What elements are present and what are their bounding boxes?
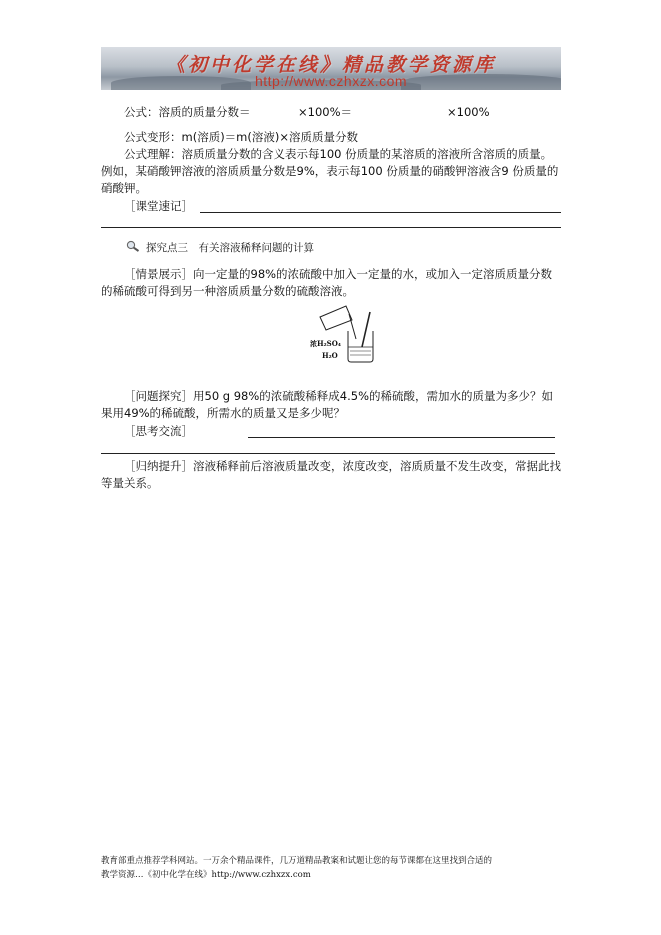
dilution-figure	[312, 303, 382, 365]
discussion-line-2[interactable]	[101, 453, 555, 454]
figure-label-acid: 浓H₂SO₄	[310, 339, 341, 348]
notes-label: ［课堂速记］	[124, 199, 193, 213]
problem-text: ［问题探究］用50 g 98%的浓硫酸稀释成4.5%的稀硫酸，需加水的质量为多少？如果用49%的稀硫酸，所需水的质量又是多少呢？	[101, 389, 554, 420]
formula-times-1: ×100%＝	[298, 105, 353, 119]
discussion-label: ［思考交流］	[124, 424, 193, 438]
figure-label-water: H₂O	[322, 351, 338, 360]
header-banner	[101, 47, 561, 90]
search-icon	[126, 240, 140, 252]
summary-text: ［归纳提升］溶液稀释前后溶液质量改变，浓度改变，溶质质量不发生改变，常据此找等量关系。	[101, 459, 561, 490]
banner-title: 《初中化学在线》精品教学资源库	[165, 54, 496, 76]
notes-line-2[interactable]	[101, 227, 561, 228]
scenario-text: ［情景展示］向一定量的98%的浓硫酸中加入一定量的水，或加入一定溶质质量分数的稀硫酸可得到另一种溶质质量分数的硫酸溶液。	[101, 267, 553, 298]
formula-label: 公式：溶质的质量分数＝	[124, 105, 251, 119]
formula-variant: 公式变形：m(溶质)＝m(溶液)×溶质质量分数	[124, 130, 358, 144]
banner-url[interactable]: http://www.czhxzx.com	[254, 73, 408, 89]
footer-line-2[interactable]: 教学资源…《初中化学在线》http://www.czhxzx.com	[101, 870, 311, 880]
footer-line-1: 教育部重点推荐学科网站。一万余个精品课件，几万道精品教案和试题让您的每节课都在这里找到合适的	[101, 856, 493, 866]
notes-line-1[interactable]	[200, 212, 561, 213]
formula-times-2: ×100%	[447, 105, 490, 119]
formula-understanding: 公式理解：溶质质量分数的含义表示每100 份质量的某溶质的溶液所含溶质的质量。例如，某硝酸钾溶液的溶质质量分数是9%，表示每100 份质量的硝酸钾溶液含9 份质量的硝酸钾。	[101, 147, 559, 195]
section-heading: 探究点三 有关溶液稀释问题的计算	[146, 242, 314, 254]
discussion-line-1[interactable]	[248, 437, 555, 438]
